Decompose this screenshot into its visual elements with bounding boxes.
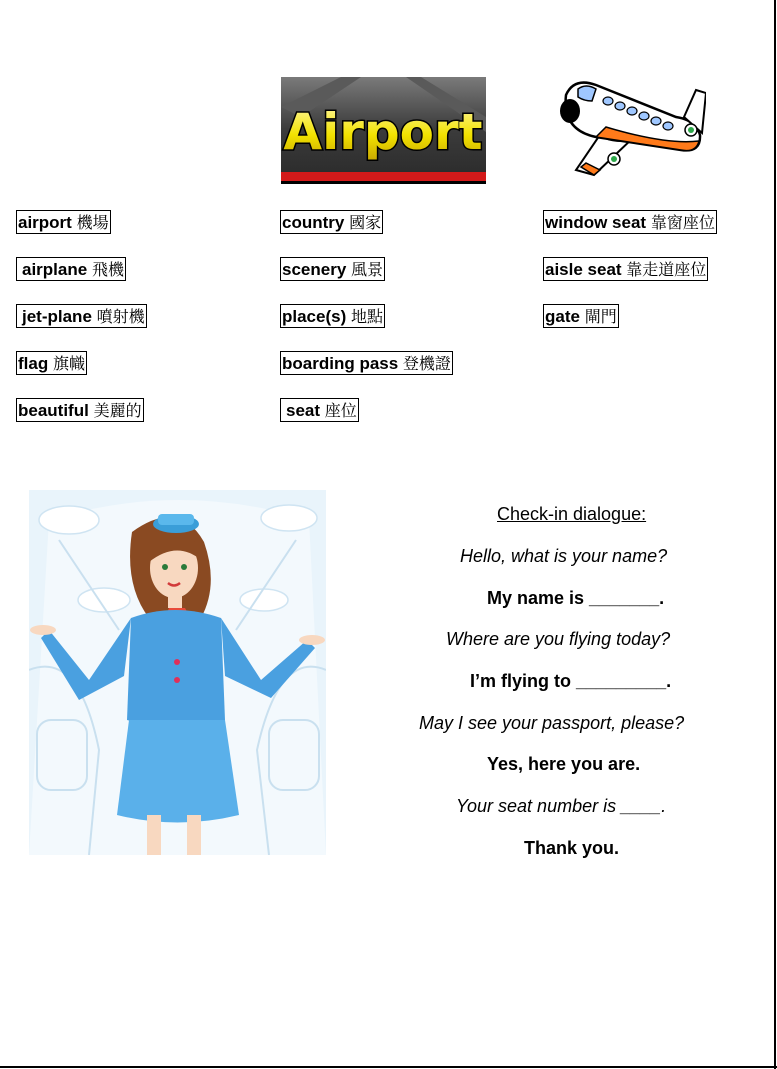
dialogue-line-6: Yes, here you are. [487,754,641,774]
dialogue-line-3: Where are you flying today? [446,629,671,649]
dialogue-line-4: I’m flying to _________. [470,671,672,691]
vocab-english: flag [18,354,49,373]
vocab-english: window seat [545,213,647,232]
flight-attendant-image [29,490,326,855]
vocab-english: country [282,213,345,232]
vocab-beautiful [16,398,144,422]
vocab-chinese: 飛機 [91,260,124,279]
vocab-chinese: 美麗的 [93,401,142,420]
banner-text: Airport [283,103,483,161]
vocab-flag [16,351,87,375]
vocab-country [280,210,383,234]
vocab-chinese: 風景 [351,260,384,279]
vocab-english: jet-plane [22,307,92,326]
vocab-english: beautiful [18,401,89,420]
vocab-english: airplane [22,260,88,279]
dialogue-title: Check-in dialogue: [497,504,647,524]
dialogue-line-5: May I see your passport, please? [419,713,685,733]
vocab-airport [16,210,111,234]
airport-banner [281,77,486,187]
vocab-chinese: 機場 [76,213,109,232]
vocab-chinese: 座位 [324,401,357,420]
vocab-chinese: 閘門 [584,307,617,326]
page-border-right [774,0,776,1069]
vocab-jet-plane [16,304,147,328]
vocab-english: scenery [282,260,347,279]
vocab-english: gate [545,307,580,326]
vocab-english: place(s) [282,307,347,326]
page-border-bottom [0,1066,777,1068]
vocab-window-seat [543,210,717,234]
vocab-places [280,304,385,328]
dialogue-line-2: My name is _______. [487,588,665,608]
dialogue-line-7: Your seat number is ____. [456,796,667,816]
vocab-english: airport [18,213,72,232]
vocab-english: aisle seat [545,260,622,279]
vocab-gate [543,304,619,328]
cartoon-airplane-image [556,75,706,185]
vocab-seat [280,398,359,422]
vocab-chinese: 國家 [349,213,382,232]
vocab-chinese: 地點 [350,307,383,326]
dialogue-line-8: Thank you. [524,838,620,858]
vocab-english: boarding pass [282,354,399,373]
vocab-english: seat [286,401,321,420]
vocab-scenery [280,257,385,281]
dialogue-line-1: Hello, what is your name? [460,546,668,566]
vocab-chinese: 旗幟 [52,354,85,373]
vocab-aisle-seat [543,257,708,281]
vocab-chinese: 登機證 [402,354,451,373]
vocab-airplane [16,257,126,281]
vocab-boarding-pass [280,351,453,375]
vocab-chinese: 靠走道座位 [626,260,707,279]
vocab-chinese: 噴射機 [96,307,145,326]
vocab-chinese: 靠窗座位 [650,213,715,232]
